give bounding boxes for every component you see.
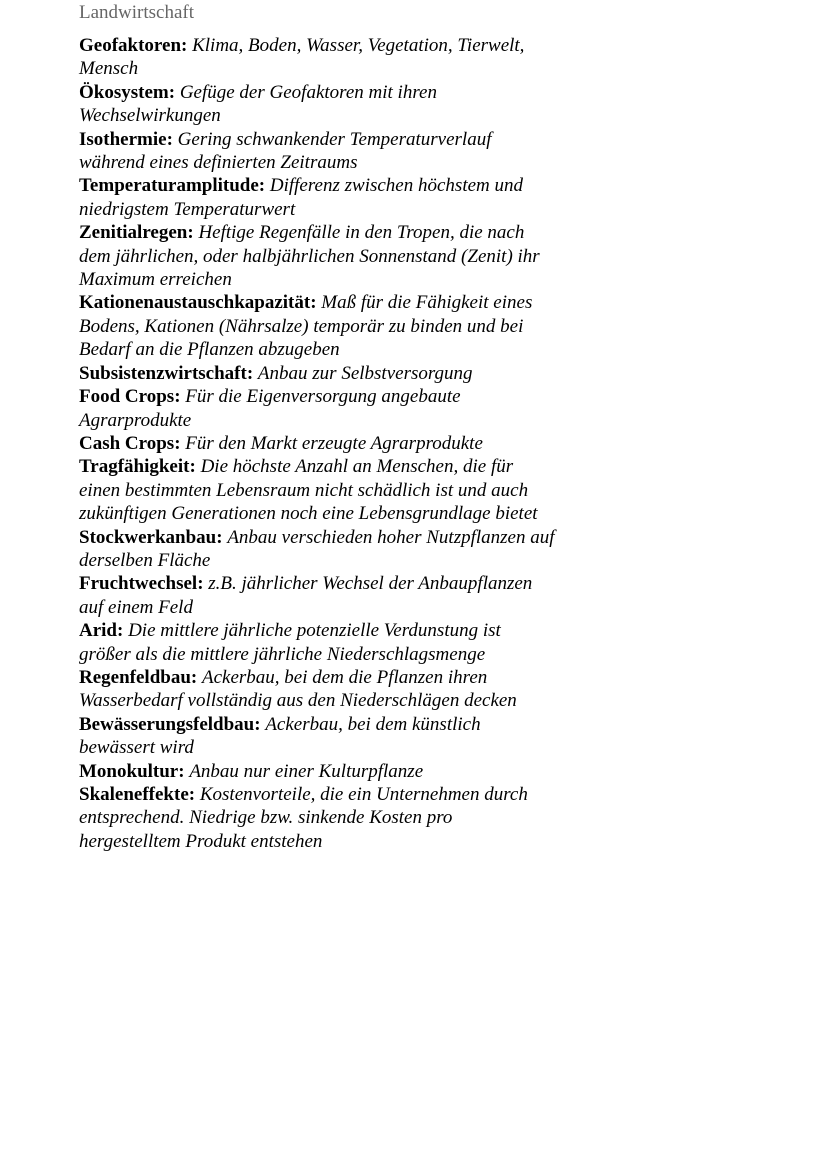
glossary-definition-line: größer als die mittlere jährliche Niederschlagsmenge bbox=[79, 643, 486, 665]
glossary-definition-line: Agrarprodukte bbox=[79, 409, 192, 431]
glossary-term: Cash Crops: bbox=[79, 432, 181, 454]
glossary-definition-line: derselben Fläche bbox=[79, 549, 211, 571]
glossary-entry bbox=[79, 783, 599, 853]
glossary-definition-line: Für die Eigenversorgung angebaute bbox=[185, 386, 461, 408]
glossary-definition-line: Gering schwankender Temperaturverlauf bbox=[177, 128, 492, 150]
glossary-definition-line: Die mittlere jährliche potenzielle Verdunstung ist bbox=[128, 620, 501, 642]
glossary-entry bbox=[79, 432, 599, 455]
glossary-term: Subsistenzwirtschaft: bbox=[79, 362, 254, 384]
glossary-term: Isothermie: bbox=[79, 128, 173, 150]
glossary-definition-line: Anbau nur einer Kulturpflanze bbox=[189, 760, 424, 782]
glossary-definition-line: Bedarf an die Pflanzen abzugeben bbox=[79, 339, 340, 361]
glossary-definition-line: z.B. jährlicher Wechsel der Anbaupflanzen bbox=[208, 573, 533, 595]
glossary-term: Zenitialregen: bbox=[79, 222, 194, 244]
glossary-definition-line: zukünftigen Generationen noch eine Lebensgrundlage bietet bbox=[79, 503, 538, 525]
glossary-definition-line: Anbau zur Selbstversorgung bbox=[257, 362, 473, 384]
glossary-definition-line: Mensch bbox=[79, 58, 139, 80]
glossary-entry bbox=[79, 221, 599, 291]
glossary-definition-line: Maximum erreichen bbox=[79, 269, 232, 291]
glossary-entry bbox=[79, 455, 599, 525]
glossary-entry bbox=[79, 34, 599, 81]
glossary-definition-line: Die höchste Anzahl an Menschen, die für bbox=[200, 456, 514, 478]
glossary-definition-line: Ackerbau, bei dem künstlich bbox=[265, 713, 481, 735]
glossary-definition-line: einen bestimmten Lebensraum nicht schädlich ist und auch bbox=[79, 479, 529, 501]
glossary-entry bbox=[79, 174, 599, 221]
glossary-definition-line: dem jährlichen, oder halbjährlichen Sonnenstand (Zenit) ihr bbox=[79, 245, 540, 267]
glossary-entry bbox=[79, 619, 599, 666]
glossary-entry bbox=[79, 81, 599, 128]
glossary-term: Food Crops: bbox=[79, 386, 181, 408]
glossary-term: Ökosystem: bbox=[79, 81, 176, 103]
glossary-definition-line: hergestelltem Produkt entstehen bbox=[79, 830, 323, 852]
glossary-definition-line: bewässert wird bbox=[79, 737, 194, 759]
glossary-entry bbox=[79, 760, 599, 783]
glossary-term: Stockwerkanbau: bbox=[79, 526, 223, 548]
glossary-entry bbox=[79, 572, 599, 619]
glossary-term: Fruchtwechsel: bbox=[79, 573, 204, 595]
glossary-term: Bewässerungsfeldbau: bbox=[79, 713, 261, 735]
glossary-definition-line: auf einem Feld bbox=[79, 596, 193, 618]
glossary-term: Temperaturamplitude: bbox=[79, 175, 266, 197]
glossary-definition-line: Wechselwirkungen bbox=[79, 105, 221, 127]
glossary-entry bbox=[79, 526, 599, 573]
glossary-entry bbox=[79, 385, 599, 432]
glossary-definition-line: Für den Markt erzeugte Agrarprodukte bbox=[185, 432, 483, 454]
glossary-entry bbox=[79, 362, 599, 385]
glossary-term: Monokultur: bbox=[79, 760, 185, 782]
glossary-definition-line: Differenz zwischen höchstem und bbox=[269, 175, 523, 197]
glossary-definition-line: Kostenvorteile, die ein Unternehmen durch bbox=[199, 784, 528, 805]
glossary-list bbox=[79, 34, 599, 853]
glossary-definition-line: Anbau verschieden hoher Nutzpflanzen auf bbox=[227, 526, 555, 548]
glossary-definition-line: Klima, Boden, Wasser, Vegetation, Tierwelt, bbox=[192, 35, 525, 56]
glossary-definition-line: Bodens, Kationen (Nährsalze) temporär zu binden und bei bbox=[79, 315, 524, 337]
glossary-term: Tragfähigkeit: bbox=[79, 456, 196, 478]
glossary-term: Kationenaustauschkapazität: bbox=[79, 292, 317, 314]
glossary-definition-line: während eines definierten Zeitraums bbox=[79, 152, 358, 174]
glossary-definition-line: Wasserbedarf vollständig aus den Niederschlägen decken bbox=[79, 690, 517, 712]
glossary-term: Arid: bbox=[79, 620, 124, 642]
glossary-definition-line: Gefüge der Geofaktoren mit ihren bbox=[179, 81, 437, 103]
glossary-entry bbox=[79, 128, 599, 175]
glossary-term: Geofaktoren: bbox=[79, 35, 188, 56]
page-header: Landwirtschaft bbox=[79, 2, 195, 23]
glossary-definition-line: Ackerbau, bei dem die Pflanzen ihren bbox=[201, 666, 488, 688]
glossary-entry bbox=[79, 713, 599, 760]
glossary-definition-line: niedrigstem Temperaturwert bbox=[79, 198, 296, 220]
glossary-definition-line: Heftige Regenfälle in den Tropen, die nach bbox=[198, 222, 525, 244]
glossary-entry bbox=[79, 291, 599, 361]
glossary-term: Skaleneffekte: bbox=[79, 784, 196, 805]
glossary-entry bbox=[79, 666, 599, 713]
glossary-definition-line: entsprechend. Niedrige bzw. sinkende Kosten pro bbox=[79, 807, 453, 829]
glossary-definition-line: Maß für die Fähigkeit eines bbox=[321, 292, 533, 314]
glossary-term: Regenfeldbau: bbox=[79, 666, 198, 688]
